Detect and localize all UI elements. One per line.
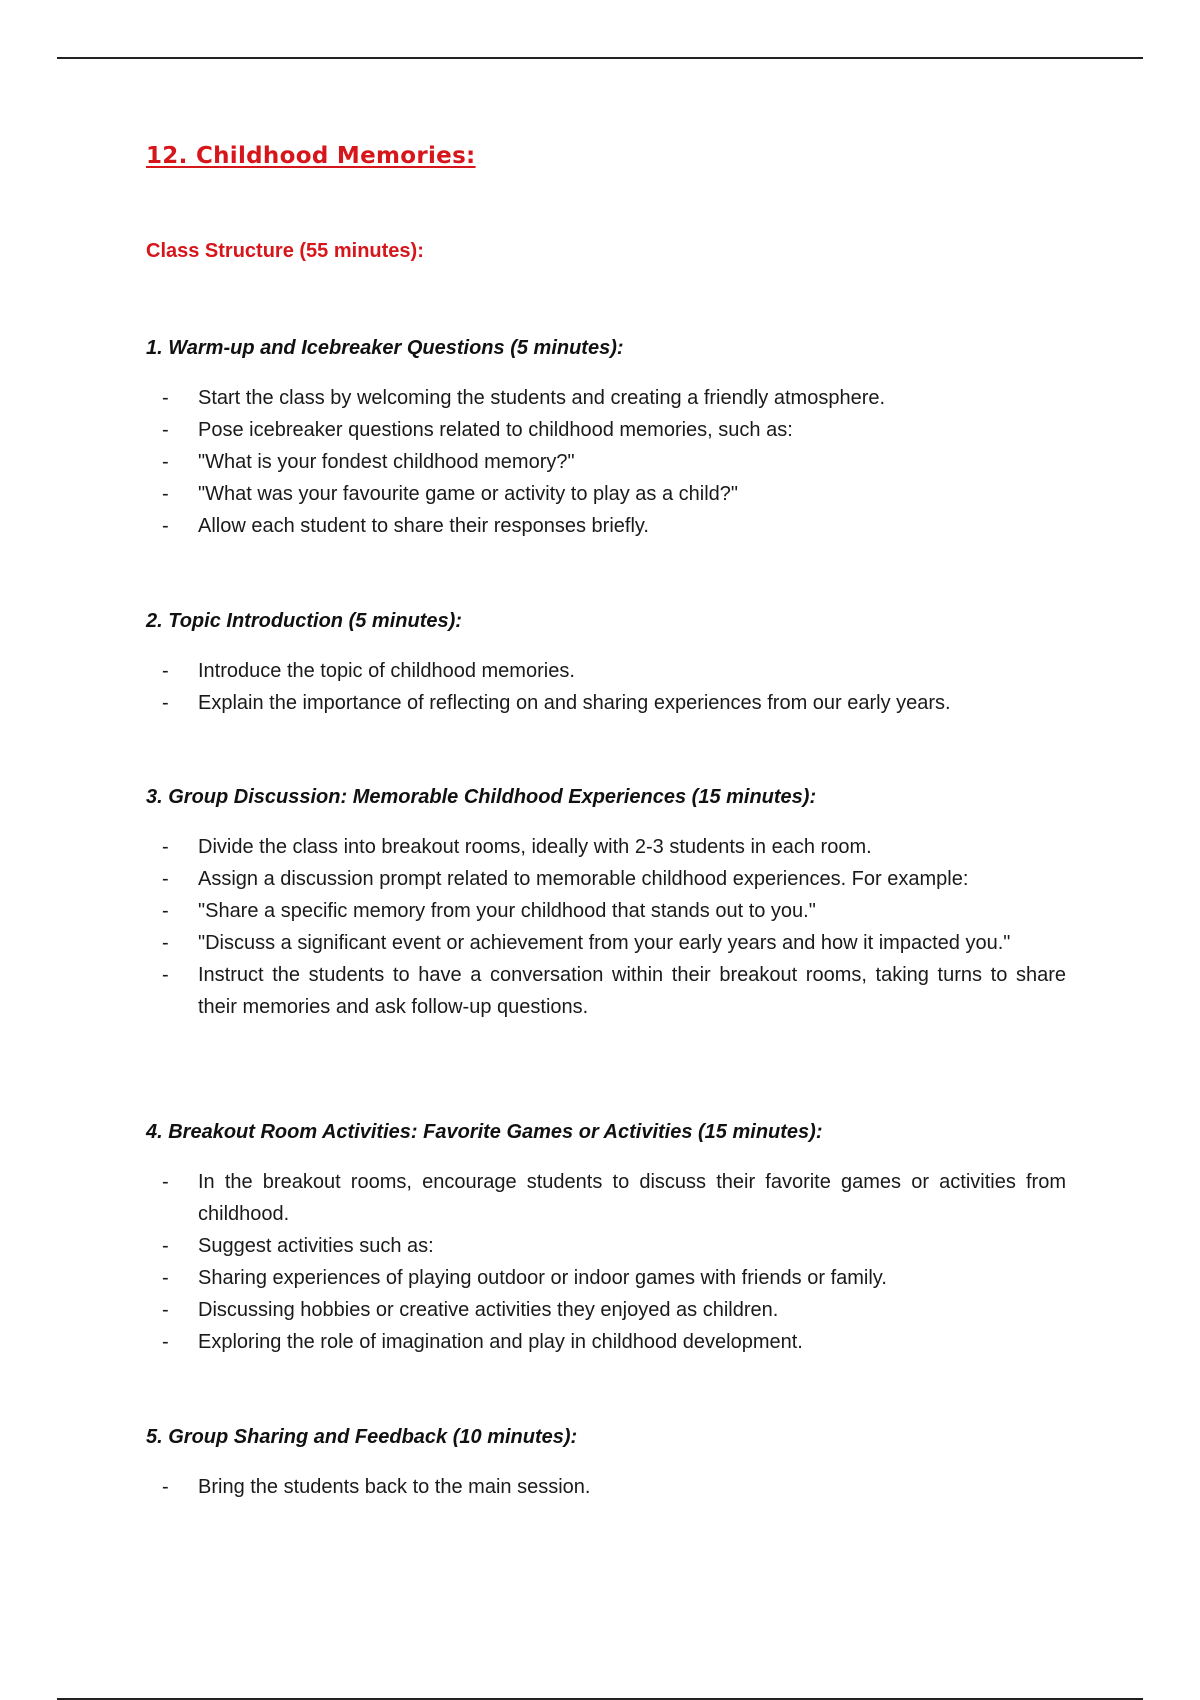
- bullet-list: [146, 382, 1066, 542]
- bullet-list: [146, 831, 1066, 1023]
- bullet-marker: -: [162, 964, 169, 986]
- list-item: [146, 1230, 1066, 1262]
- list-item: [146, 446, 1066, 478]
- bullet-marker: -: [162, 451, 169, 473]
- bullet-marker: -: [162, 692, 169, 714]
- list-item: [146, 1166, 1066, 1230]
- bullet-marker: -: [162, 1267, 169, 1289]
- bullet-marker: -: [162, 932, 169, 954]
- list-item: [146, 895, 1066, 927]
- list-item-text: "Discuss a significant event or achievement from your early years and how it impacted you.": [198, 932, 1011, 954]
- bullet-list: [146, 1471, 1066, 1503]
- section-breakout-activities: [146, 1120, 1066, 1358]
- list-item: [146, 863, 1066, 895]
- bullet-list: [146, 1166, 1066, 1358]
- bullet-marker: -: [162, 836, 169, 858]
- bullet-marker: -: [162, 660, 169, 682]
- header-rule: [57, 57, 1143, 59]
- section-heading: 1. Warm-up and Icebreaker Questions (5 minutes):: [146, 337, 624, 359]
- list-item-text: Sharing experiences of playing outdoor or indoor games with friends or family.: [198, 1267, 887, 1289]
- list-item-text: Start the class by welcoming the students and creating a friendly atmosphere.: [198, 387, 886, 409]
- bullet-marker: -: [162, 1171, 169, 1193]
- bullet-list: [146, 655, 1066, 719]
- bullet-marker: -: [162, 419, 169, 441]
- list-item-text: Assign a discussion prompt related to memorable childhood experiences. For example:: [198, 868, 969, 890]
- list-item-text: "What was your favourite game or activity to play as a child?": [198, 483, 738, 505]
- list-item: [146, 655, 1066, 687]
- list-item-text: Introduce the topic of childhood memories.: [198, 660, 575, 682]
- bullet-marker: -: [162, 868, 169, 890]
- class-structure-subtitle: Class Structure (55 minutes):: [146, 240, 424, 262]
- list-item: [146, 382, 1066, 414]
- list-item-text: Discussing hobbies or creative activities they enjoyed as children.: [198, 1299, 779, 1321]
- list-item-text: Suggest activities such as:: [198, 1235, 434, 1257]
- list-item: [146, 959, 1066, 1023]
- list-item: [146, 1326, 1066, 1358]
- list-item-text: Allow each student to share their responses briefly.: [198, 515, 649, 537]
- section-heading: 4. Breakout Room Activities: Favorite Games or Activities (15 minutes):: [146, 1121, 823, 1143]
- list-item-text: "What is your fondest childhood memory?": [198, 451, 575, 473]
- list-item: [146, 831, 1066, 863]
- section-group-sharing: [146, 1425, 1066, 1503]
- bullet-marker: -: [162, 387, 169, 409]
- list-item: [146, 1294, 1066, 1326]
- list-item: [146, 510, 1066, 542]
- bullet-marker: -: [162, 515, 169, 537]
- section-topic-introduction: [146, 609, 1066, 719]
- bullet-marker: -: [162, 1235, 169, 1257]
- list-item: [146, 687, 1066, 719]
- list-item-text: Bring the students back to the main session.: [198, 1476, 591, 1498]
- document-title: 12. Childhood Memories:: [146, 143, 476, 169]
- list-item: [146, 1262, 1066, 1294]
- section-heading: 5. Group Sharing and Feedback (10 minutes):: [146, 1426, 578, 1448]
- list-item: [146, 478, 1066, 510]
- list-item: [146, 927, 1066, 959]
- section-heading: 2. Topic Introduction (5 minutes):: [146, 610, 462, 632]
- list-item-text: Pose icebreaker questions related to childhood memories, such as:: [198, 419, 793, 441]
- list-item-text: Divide the class into breakout rooms, ideally with 2-3 students in each room.: [198, 836, 872, 858]
- section-heading: 3. Group Discussion: Memorable Childhood Experiences (15 minutes):: [146, 786, 817, 808]
- bullet-marker: -: [162, 900, 169, 922]
- bullet-marker: -: [162, 1299, 169, 1321]
- list-item-text: "Share a specific memory from your childhood that stands out to you.": [198, 900, 816, 922]
- list-item: [146, 1471, 1066, 1503]
- list-item-text: Explain the importance of reflecting on and sharing experiences from our early years.: [198, 692, 951, 714]
- section-warm-up: [146, 336, 1066, 542]
- bullet-marker: -: [162, 1331, 169, 1353]
- list-item: [146, 414, 1066, 446]
- list-item-text: Instruct the students to have a conversation within their breakout rooms, taking turns to share their memories and ask follow-up questions.: [198, 964, 1066, 1018]
- bullet-marker: -: [162, 1476, 169, 1498]
- section-group-discussion: [146, 785, 1066, 1023]
- bullet-marker: -: [162, 483, 169, 505]
- list-item-text: Exploring the role of imagination and play in childhood development.: [198, 1331, 803, 1353]
- list-item-text: In the breakout rooms, encourage students to discuss their favorite games or activities from childhood.: [198, 1171, 1066, 1225]
